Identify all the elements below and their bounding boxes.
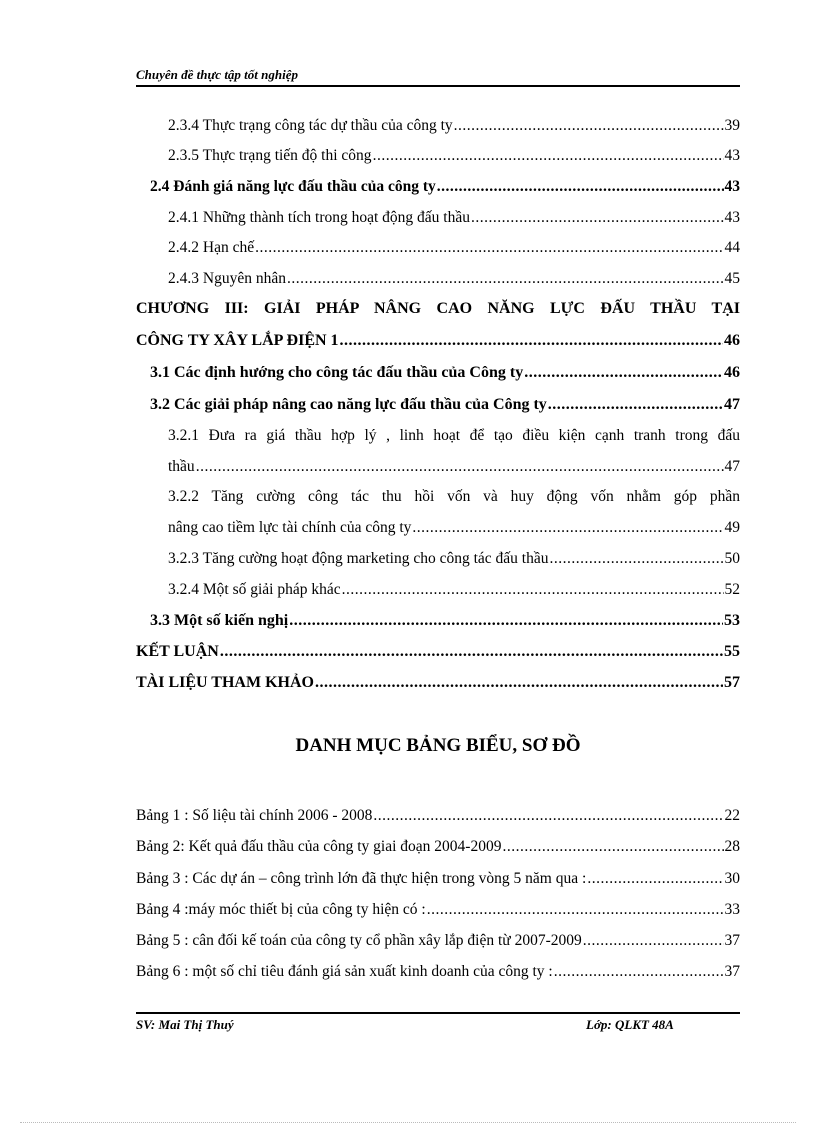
toc-entry-text: 2.3.5 Thực trạng tiến độ thi công bbox=[168, 147, 372, 164]
toc-entry-text: 2.3.4 Thực trạng công tác dự thầu của công ty bbox=[168, 117, 453, 134]
dot-leader bbox=[340, 332, 723, 350]
page-header: Chuyên đề thực tập tốt nghiệp bbox=[136, 67, 740, 87]
toc-entry-page: 55 bbox=[724, 643, 740, 660]
toc-entry-conclusion[interactable] bbox=[136, 643, 740, 661]
dot-leader bbox=[549, 550, 723, 568]
dot-leader bbox=[437, 178, 724, 196]
table-list-text: Bảng 6 : một số chỉ tiêu đánh giá sản xuất kinh doanh của công ty : bbox=[136, 963, 553, 980]
footer-class: Lớp: QLKT 48A bbox=[586, 1017, 674, 1032]
table-list-page: 33 bbox=[724, 901, 740, 918]
table-list-item[interactable] bbox=[136, 870, 740, 888]
dot-leader bbox=[427, 901, 724, 919]
footer-student: SV: Mai Thị Thuý bbox=[136, 1017, 234, 1032]
dot-leader bbox=[373, 147, 724, 165]
dot-leader bbox=[471, 209, 724, 227]
dot-leader bbox=[548, 396, 723, 414]
table-list-page: 30 bbox=[724, 870, 740, 887]
dot-leader bbox=[220, 643, 723, 661]
table-list-text: Bảng 1 : Số liệu tài chính 2006 - 2008 bbox=[136, 807, 373, 824]
toc-entry-text: TÀI LIỆU THAM KHẢO bbox=[136, 674, 314, 691]
dot-leader bbox=[255, 239, 723, 257]
toc-entry-text: 3.2 Các giải pháp nâng cao năng lực đấu thầu của Công ty bbox=[150, 396, 547, 413]
toc-entry-text: 3.1 Các định hướng cho công tác đấu thầu của Công ty bbox=[150, 364, 524, 381]
toc-entry-page: 45 bbox=[724, 270, 740, 287]
toc-entry-3-1[interactable] bbox=[150, 364, 740, 382]
dot-leader bbox=[454, 117, 724, 135]
toc-entry-text: 3.2.4 Một số giải pháp khác bbox=[168, 581, 341, 598]
toc-entry-text: 3.3 Một số kiến nghị bbox=[150, 612, 289, 629]
toc-entry-page: 52 bbox=[724, 581, 740, 598]
table-list-item[interactable] bbox=[136, 963, 740, 981]
toc-entry-page: 49 bbox=[724, 519, 740, 536]
toc-entry-text: KẾT LUẬN bbox=[136, 643, 219, 660]
toc-entry-3-2-4[interactable] bbox=[168, 581, 740, 599]
toc-entry-text: nâng cao tiềm lực tài chính của công ty bbox=[168, 519, 412, 536]
toc-entry-3-3[interactable] bbox=[150, 612, 740, 630]
toc-entry-page: 44 bbox=[724, 239, 740, 256]
dot-leader bbox=[554, 963, 724, 981]
toc-entry-page: 39 bbox=[724, 117, 740, 134]
table-list-page: 22 bbox=[724, 807, 740, 824]
dot-leader bbox=[502, 838, 723, 856]
toc-entry-references[interactable] bbox=[136, 674, 740, 692]
toc-entry-2-4-3[interactable] bbox=[168, 270, 740, 288]
footer-divider bbox=[136, 1012, 740, 1014]
table-list-text: Bảng 2: Kết quả đấu thầu của công ty giai đoạn 2004-2009 bbox=[136, 838, 502, 855]
table-list-item[interactable] bbox=[136, 838, 740, 856]
table-list-text: Bảng 3 : Các dự án – công trình lớn đã thực hiện trong vòng 5 năm qua : bbox=[136, 870, 587, 887]
dot-leader bbox=[287, 270, 724, 288]
dot-leader bbox=[373, 807, 723, 825]
list-of-tables-title: DANH MỤC BẢNG BIỂU, SƠ ĐỒ bbox=[295, 735, 581, 756]
toc-entry-page: 47 bbox=[724, 396, 740, 413]
toc-entry-text: CÔNG TY XÂY LẮP ĐIỆN 1 bbox=[136, 332, 339, 349]
toc-entry-page: 50 bbox=[724, 550, 740, 567]
toc-entry-3-2-1-line2[interactable] bbox=[168, 458, 740, 476]
toc-entry-text: 2.4.3 Nguyên nhân bbox=[168, 270, 286, 287]
dot-leader bbox=[524, 364, 723, 382]
toc-entry-page: 57 bbox=[724, 674, 740, 691]
toc-entry-2-3-4[interactable] bbox=[168, 117, 740, 135]
toc-entry-2-4-2[interactable] bbox=[168, 239, 740, 257]
toc-entry-2-4-1[interactable] bbox=[168, 209, 740, 227]
toc-entry-text: thầu bbox=[168, 458, 195, 475]
toc-entry-page: 47 bbox=[724, 458, 740, 475]
toc-entry-page: 43 bbox=[724, 147, 740, 164]
dot-leader bbox=[315, 674, 723, 692]
toc-entry-page: 46 bbox=[724, 332, 740, 349]
table-list-page: 37 bbox=[724, 963, 740, 980]
dot-leader bbox=[587, 870, 723, 888]
toc-entry-page: 53 bbox=[724, 612, 740, 629]
dot-leader bbox=[342, 581, 724, 599]
toc-entry-page: 46 bbox=[724, 364, 740, 381]
toc-entry-text: 3.2.3 Tăng cường hoạt động marketing cho công tác đấu thầu bbox=[168, 550, 549, 567]
dot-leader bbox=[289, 612, 723, 630]
toc-entry-text: 2.4.2 Hạn chế bbox=[168, 239, 255, 256]
table-list-page: 37 bbox=[724, 932, 740, 949]
table-list-item[interactable] bbox=[136, 901, 740, 919]
toc-entry-3-2-2-line1[interactable]: 3.2.2 Tăng cường công tác thu hồi vốn và huy động vốn nhằm góp phần bbox=[168, 488, 740, 505]
toc-entry-2-4[interactable] bbox=[150, 178, 740, 196]
table-list-item[interactable] bbox=[136, 807, 740, 825]
toc-chapter-3-line2[interactable] bbox=[136, 332, 740, 350]
toc-entry-page: 43 bbox=[724, 178, 740, 195]
dot-leader bbox=[412, 519, 723, 537]
toc-entry-text: 2.4.1 Những thành tích trong hoạt động đấu thầu bbox=[168, 209, 470, 226]
dot-leader bbox=[583, 932, 724, 950]
toc-entry-3-2-2-line2[interactable] bbox=[168, 519, 740, 537]
table-list-text: Bảng 5 : cân đối kế toán của công ty cổ phần xây lắp điện từ 2007-2009 bbox=[136, 932, 582, 949]
dot-leader bbox=[196, 458, 724, 476]
table-list-item[interactable] bbox=[136, 932, 740, 950]
table-list-page: 28 bbox=[724, 838, 740, 855]
table-list-text: Bảng 4 :máy móc thiết bị của công ty hiện có : bbox=[136, 901, 426, 918]
toc-entry-3-2-1-line1[interactable]: 3.2.1 Đưa ra giá thầu hợp lý , linh hoạt để tạo điều kiện cạnh tranh trong đấu bbox=[168, 427, 740, 444]
toc-chapter-3-line1[interactable]: CHƯƠNG III: GIẢI PHÁP NÂNG CAO NĂNG LỰC ĐẤU THẦU TẠI bbox=[136, 300, 740, 317]
toc-entry-2-3-5[interactable] bbox=[168, 147, 740, 165]
toc-entry-3-2[interactable] bbox=[150, 396, 740, 414]
toc-entry-3-2-3[interactable] bbox=[168, 550, 740, 568]
toc-entry-text: 2.4 Đánh giá năng lực đấu thầu của công ty bbox=[150, 178, 436, 195]
toc-entry-page: 43 bbox=[724, 209, 740, 226]
